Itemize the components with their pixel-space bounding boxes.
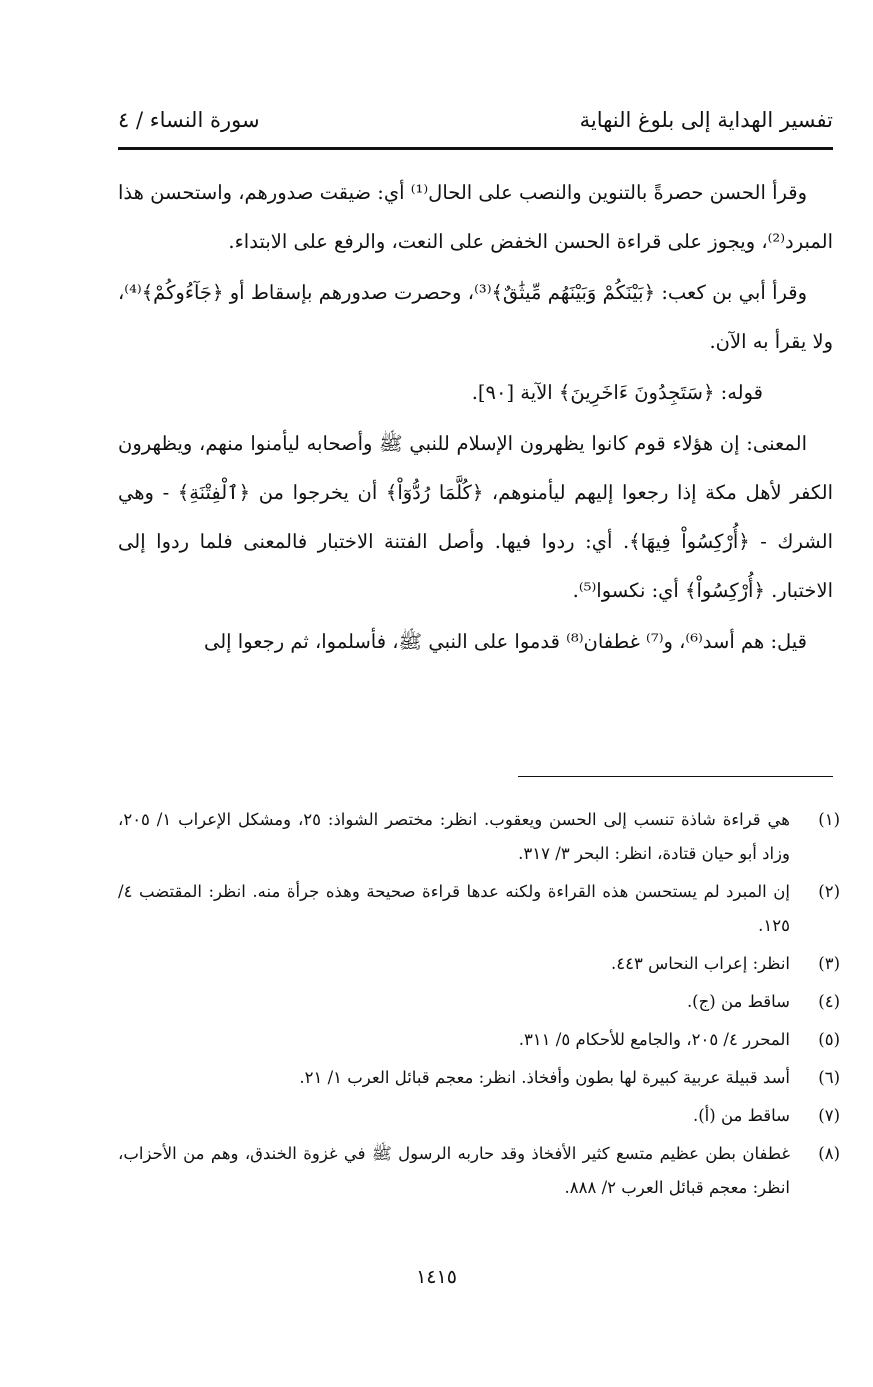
page-number: ١٤١٥	[416, 1266, 457, 1288]
paragraph: وقرأ أبي بن كعب: ﴿بَيْنَكُمْ وَبَيْنَهُم مِّيثَٰقٌ﴾⁽³⁾، وحصرت صدورهم بإسقاط أو ﴿جَآءُوكُمْ﴾⁽⁴⁾، ولا يقرأ به الآن.	[118, 281, 833, 353]
footnote-number: (٢)	[818, 882, 840, 901]
footnotes	[118, 803, 840, 1209]
paragraph: المعنى: إن هؤلاء قوم كانوا يظهرون الإسلام للنبي ﷺ وأصحابه ليأمنوا منهم، ويظهرون الكفر لأهل مكة إذا رجعوا إليهم ليأمنوهم، ﴿كُلَّمَا رُدُّوٓاْ﴾ أن يخرجوا من ﴿ٱلْفِتْنَةِ﴾ - وهي الشرك - ﴿أُرْكِسُواْ فِيهَا﴾. أي: ردوا فيها. وأصل الفتنة الاختبار فالمعنى فلما ردوا إلى الاختبار. ﴿أُرْكِسُواْ﴾ أي: نكسوا⁽⁵⁾.	[118, 432, 833, 602]
main-text	[118, 168, 833, 668]
footnote-number: (٣)	[818, 954, 840, 973]
footnote-number: (٦)	[818, 1068, 840, 1087]
verse-heading: قوله: ﴿سَتَجِدُونَ ءَاخَرِينَ﴾ الآية [٩٠].	[471, 381, 763, 404]
footnote-divider	[518, 776, 833, 777]
header-divider	[118, 147, 833, 150]
footnote-text: ساقط من (ج).	[686, 992, 790, 1011]
footnote-text: انظر: إعراب النحاس ٤٤٣.	[610, 954, 790, 973]
footnote-number: (٧)	[818, 1106, 840, 1125]
running-header	[118, 108, 833, 142]
footnote-number: (٥)	[818, 1030, 840, 1049]
footnote-item	[118, 985, 840, 1019]
paragraph: وقرأ الحسن حصرةً بالتنوين والنصب على الحال⁽¹⁾ أي: ضيقت صدورهم، واستحسن هذا المبرد⁽²⁾، ويجوز على قراءة الحسن الخفض على النعت، والرفع على الابتداء.	[118, 181, 833, 253]
surah-label: سورة النساء / ٤	[118, 108, 260, 132]
footnote-text: أسد قبيلة عربية كبيرة لها بطون وأفخاذ. انظر: معجم قبائل العرب ١/ ٢١.	[299, 1068, 790, 1087]
footnote-item	[118, 1137, 840, 1205]
footnote-text: هي قراءة شاذة تنسب إلى الحسن ويعقوب. انظر: مختصر الشواذ: ٢٥، ومشكل الإعراب ١/ ٢٠٥، وزاد أبو حيان قتادة، انظر: البحر ٣/ ٣١٧.	[118, 810, 790, 863]
footnote-text: إن المبرد لم يستحسن هذه القراءة ولكنه عدها قراءة صحيحة وهذه جرأة منه. انظر: المقتضب ٤/ ١٢٥.	[118, 882, 790, 935]
footnote-item	[118, 1061, 840, 1095]
footnote-number: (١)	[818, 810, 840, 829]
footnote-item	[118, 875, 840, 943]
footnote-item	[118, 803, 840, 871]
footnote-item	[118, 1023, 840, 1057]
book-title: تفسير الهداية إلى بلوغ النهاية	[579, 108, 833, 132]
footnote-number: (٤)	[818, 992, 840, 1011]
footnote-item	[118, 947, 840, 981]
footnote-text: ساقط من (أ).	[693, 1106, 790, 1125]
footnote-number: (٨)	[818, 1144, 840, 1163]
footnote-text: غطفان بطن عظيم متسع كثير الأفخاذ وقد حاربه الرسول ﷺ في غزوة الخندق، وهم من الأحزاب، انظر: معجم قبائل العرب ٢/ ٨٨٨.	[118, 1144, 790, 1197]
paragraph: قيل: هم أسد⁽⁶⁾، و⁽⁷⁾ غطفان⁽⁸⁾ قدموا على النبي ﷺ، فأسلموا، ثم رجعوا إلى	[203, 630, 807, 653]
footnote-text: المحرر ٤/ ٢٠٥، والجامع للأحكام ٥/ ٣١١.	[518, 1030, 790, 1049]
footnote-item	[118, 1099, 840, 1133]
